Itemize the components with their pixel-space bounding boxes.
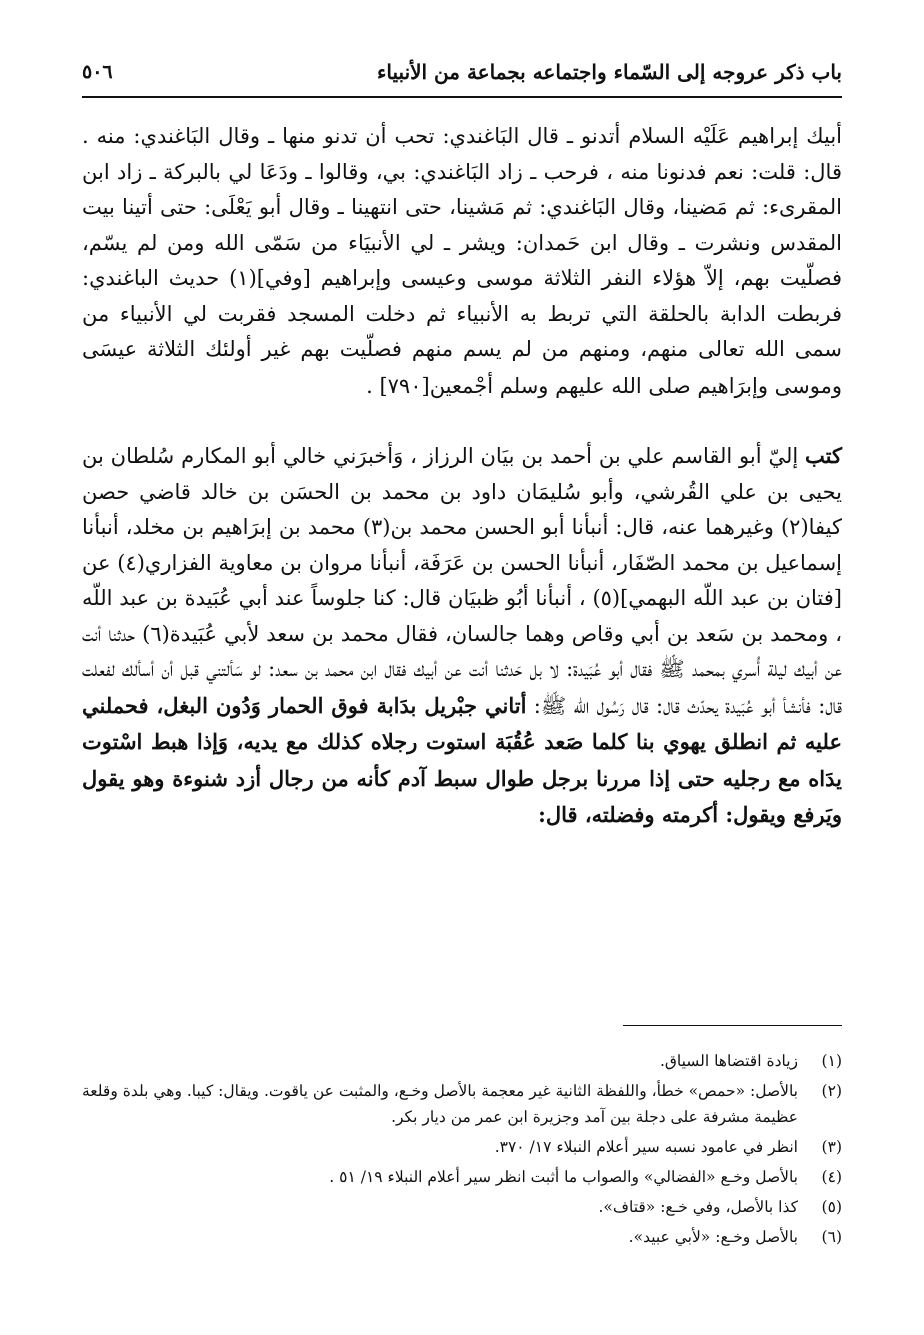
footnote [82,1048,842,1074]
page-number: ٥٠٦ [82,61,113,83]
header-rule [82,96,842,98]
footnote-number: (٣) [821,1138,842,1156]
footnote-number: (٦) [821,1228,842,1246]
hadith-bold-text: أتاني جبْريل بدَابة فوق الحمار وَدُون البغل، فحملني عليه ثم انطلق يهوي بنا كلما صَعد عُقُبَة استوت رجلاه كذلك مع يديه، وَإذا هبط اسْتوت يدَاه مع رجليه حتى إذا مررنا برجل طوال سبط آدم كأنه من رجال أزد شنوءة وهو يقول ويَرفع ويقول: أكرمته وفضلته، قال: [82,692,842,827]
footnote-number: (٤) [821,1168,842,1186]
footnote [82,1078,842,1130]
footnote-text: بالأصل وخـع «الفضالي» والصواب ما أثبت انظر سير أعلام النبلاء ١٩/ ٥١ . [329,1168,798,1186]
footnote-text: زيادة اقتضاها السياق. [659,1052,798,1070]
footnote-text: كذا بالأصل، وفي خـع: «قتاف». [598,1198,798,1216]
footnote [82,1194,842,1220]
footnote-number: (٢) [821,1082,842,1100]
paragraph-text: أبيك إبراهيم عَلَيْه السلام أتدنو ـ قال البَاغندي: تحب أن تدنو منها ـ وقال البَاغندي: منه . قال: قلت: نعم فدنونا منه ، فرحب ـ زاد البَاغندي: بي، وقالوا ـ ودَعَا لي بالبركة ـ زاد ابن المقرىء: ثم مَضينا، وقال البَاغندي: ثم مَشينا، حتى انتهينا ـ وقال أبو يَعْلَى: حتى أتينا بيت المقدس ونشرت ـ وقال ابن حَمدان: ويشر ـ لي الأنبيَاء من سَمّى الله ومن لم يسّم، فصلّيت بهم، إلاّ هؤلاء النفر الثلاثة موسى وعيسى وإبراهيم [وفي](١) حديث الباغندي: فربطت الدابة بالحلقة التي تربط به الأنبياء ثم دخلت المسجد فقربت لي الأنبياء من سمى الله تعالى منهم، ومنهم من لم يسم منهم فصلّيت بهم غير أولئك الثلاثة عيسَى وموسى وإبرَاهيم صلى الله عليهم وسلم أجْمعين[٧٩٠] . [82,124,843,398]
footnote [82,1224,842,1250]
footnotes [82,1048,842,1254]
footnote [82,1134,842,1160]
footnote-text: بالأصل وخـع: «لأبي عبيد». [628,1228,798,1246]
paragraph-2 [82,438,842,834]
main-text [82,118,842,834]
footnote [82,1164,842,1190]
footnote-text: بالأصل: «حمص» خطأ، واللفظة الثانية غير معجمة بالأصل وخـع، والمثبت عن ياقوت. ويقال: كيبا. وهي بلدة وقلعة عظيمة مشرفة على دجلة بين آمد وجزيرة ابن عمر من ديار بكر. [81,1082,798,1126]
footnote-number: (١) [821,1052,842,1070]
paragraph-1 [82,118,842,404]
footnote-text: انظر في عامود نسبه سير أعلام النبلاء ١٧/ ٣٧٠. [494,1138,798,1156]
paragraph-text: إليّ أبو القاسم علي بن أحمد بن بيَان الرزاز ، وَأخبرَني خالي أبو المكارم سُلطان بن يحيى بن علي القُرشي، وأبو سُليمَان داود بن محمد بن الحسَن بن خالد قاضي حصن كيفا(٢) وغيرهما عنه، قال: أنبأنا أبو الحسن محمد بن(٣) محمد بن إبرَاهيم بن مخلد، أنبأنا إسماعيل بن محمد الصّفَار، أنبأنا الحسن بن عَرَفَة، أنبأنا مروان بن معاوية الفزاري(٤) عن [فتان بن عبد اللّه البهمي](٥) ، أنبأنا أبُو ظبيَان قال: كنا جلوساً عند أبي عُبَيدة بن عبد اللّه ، ومحمد بن سَعد بن أبي وقاص وهما جالسان، فقال محمد بن سعد لأبي عُبَيدة(٦) حدثنا أنت عن أبيك ليلة أُسري بمحمد ﷺ فقال أبو عُبَيدة: لا بل حَدثنا أنت عن أبيك فقال ابن محمد بن سعد: لو سَألتني قبل أن أسألك لفعلت قال: فأنشأ أبو عُبَيدة يحدّث قال: قال رَسُول الله ﷺ: [82,444,842,718]
footnote-number: (٥) [821,1198,842,1216]
paragraph-lead: كتب [805,443,842,468]
chapter-title: باب ذكر عروجه إلى السّماء واجتماعه بجماعة من الأنبياء [377,60,842,84]
running-header [82,52,842,92]
footnote-rule [623,1025,842,1026]
